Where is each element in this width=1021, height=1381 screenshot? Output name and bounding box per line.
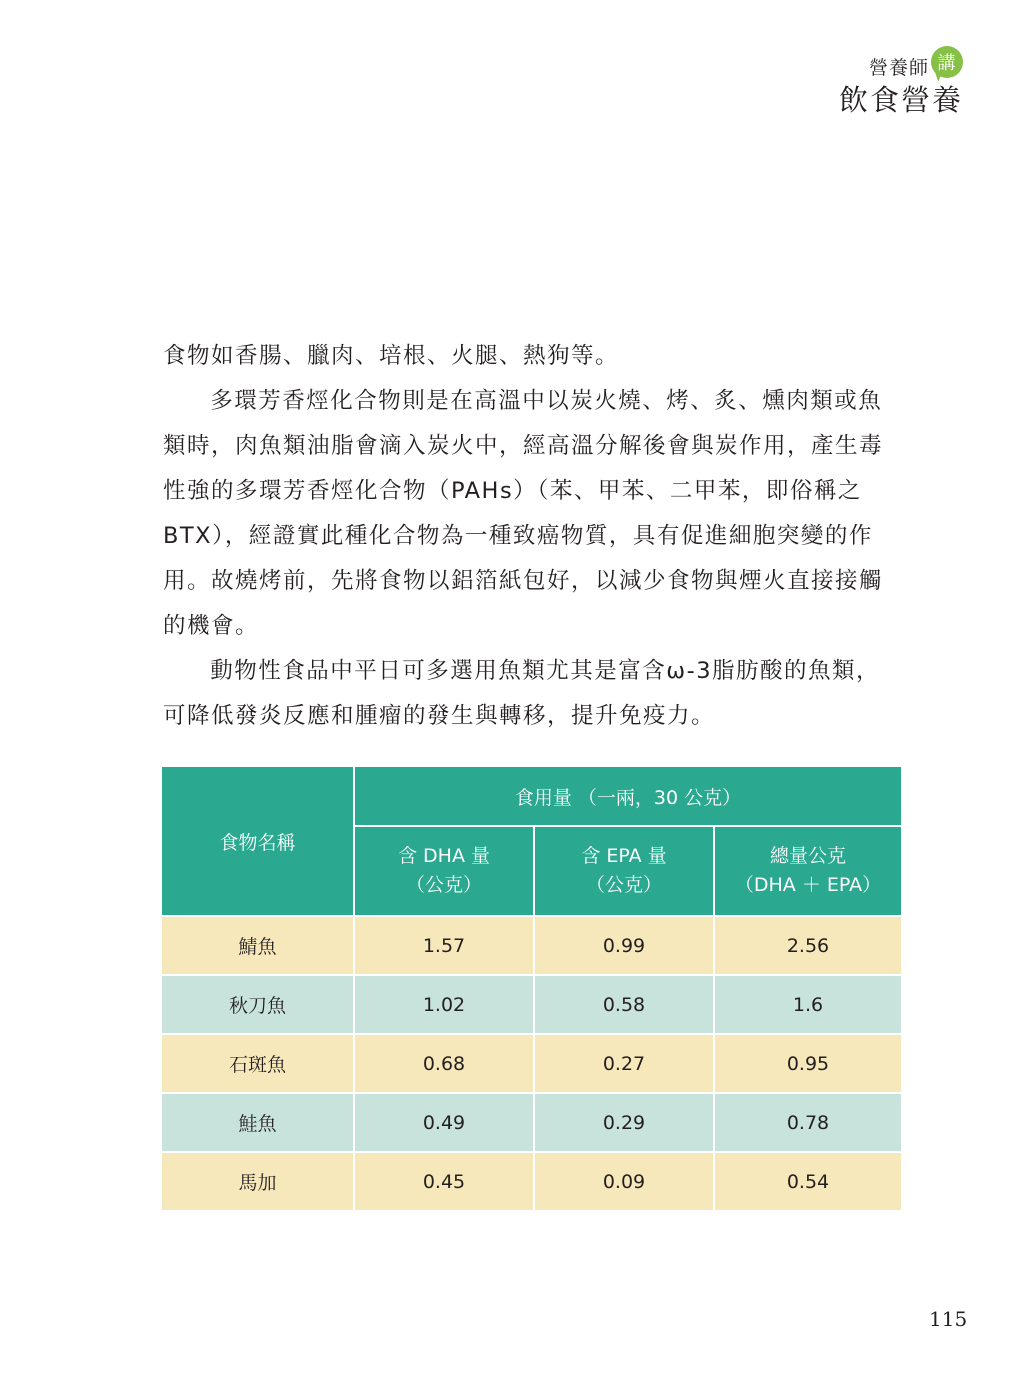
food-name: 馬加 [162,1152,354,1210]
table-header-row [162,767,901,826]
paragraph-1: 食物如香腸、臘肉、培根、火腿、熱狗等。 [163,343,620,369]
epa-value: 0.29 [534,1093,714,1152]
food-name: 秋刀魚 [162,975,354,1034]
speech-bubble-icon [931,46,963,78]
col-food-name: 食物名稱 [162,767,354,916]
page-number: 115 [929,1307,968,1331]
table-row [162,1093,901,1152]
col-total-line1: 總量公克 [770,845,847,867]
total-value: 0.95 [714,1034,901,1093]
epa-value: 0.09 [534,1152,714,1210]
col-dha-line2: （公克） [405,874,482,896]
food-name: 鮭魚 [162,1093,354,1152]
body-text [163,334,903,739]
dha-value: 0.49 [354,1093,534,1152]
series-label: 營養師 [868,56,929,79]
omega3-content-table [162,767,901,1210]
table-row [162,1152,901,1210]
paragraph-2: 多環芳香烴化合物則是在高溫中以炭火燒、烤、炙、燻肉類或魚類時，肉魚類油脂會滴入炭火中，經高溫分解後會與炭作用，產生毒性強的多環芳香烴化合物（PAHs）（苯、甲苯、二甲苯，即俗稱之BTX），經證實此種化合物為一種致癌物質，具有促進細胞突變的作用。故燒烤前，先將食物以鋁箔紙包好，以減少食物與煙火直接接觸的機會。 [163,388,884,639]
total-value: 1.6 [714,975,901,1034]
book-title: 飲食營養 [838,83,963,117]
table-row [162,975,901,1034]
total-value: 2.56 [714,916,901,975]
col-group-serving: 食用量 （一兩，30 公克） [354,767,901,826]
food-name: 石斑魚 [162,1034,354,1093]
epa-value: 0.58 [534,975,714,1034]
epa-value: 0.99 [534,916,714,975]
paragraph-3: 動物性食品中平日可多選用魚類尤其是富含ω-3脂肪酸的魚類，可降低發炎反應和腫瘤的發生與轉移，提升免疫力。 [163,658,881,729]
food-name: 鯖魚 [162,916,354,975]
dha-value: 0.45 [354,1152,534,1210]
col-total [714,826,901,916]
col-epa [534,826,714,916]
total-value: 0.78 [714,1093,901,1152]
col-epa-line1: 含 EPA 量 [581,845,667,867]
col-epa-line2: （公克） [585,874,662,896]
col-dha [354,826,534,916]
dha-value: 1.57 [354,916,534,975]
col-dha-line1: 含 DHA 量 [398,845,490,867]
table-row [162,1034,901,1093]
bubble-label: 講 [937,53,957,74]
epa-value: 0.27 [534,1034,714,1093]
running-header [839,50,963,119]
table-row [162,916,901,975]
total-value: 0.54 [714,1152,901,1210]
dha-value: 0.68 [354,1034,534,1093]
dha-value: 1.02 [354,975,534,1034]
col-total-line2: （DHA ＋ EPA） [734,874,882,896]
